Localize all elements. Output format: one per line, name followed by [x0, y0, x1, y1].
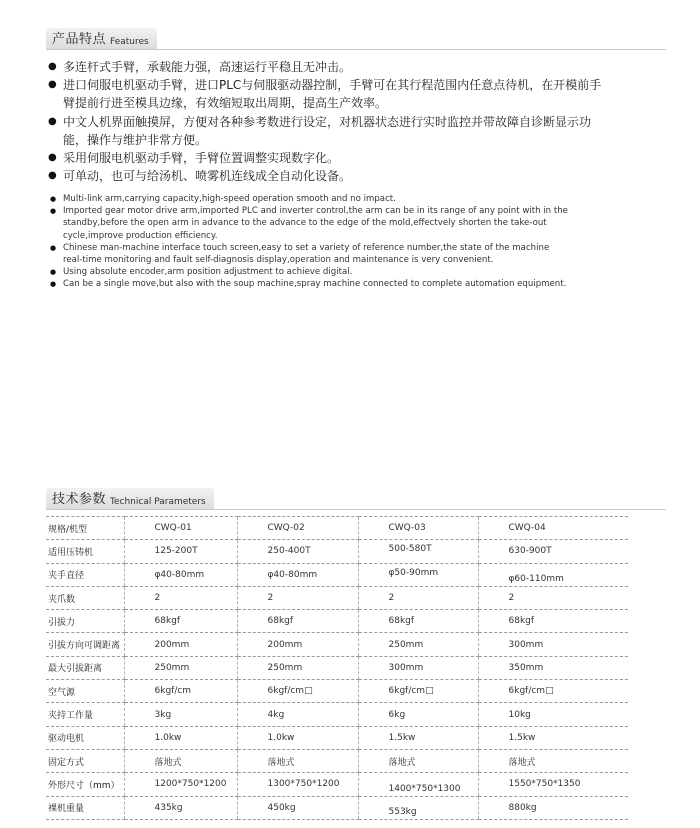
row-label: 夹持工作量: [46, 703, 124, 726]
cell-value: CWQ-02: [237, 517, 358, 540]
table-row: [46, 656, 628, 679]
cell-value: φ50-90mm: [358, 563, 478, 586]
cell-value: 1400*750*1300: [358, 773, 478, 796]
row-label: 引拔方向可调距离: [46, 633, 124, 656]
cell-value: 10kg: [478, 703, 628, 726]
parameters-title-zh: 技术参数: [52, 492, 107, 507]
cell-value: 6kgf/cm□: [358, 680, 478, 703]
row-label: 裸机重量: [46, 796, 124, 819]
cell-value: 880kg: [478, 796, 628, 819]
cell-value: 68kgf: [124, 610, 237, 633]
cell-value: 落地式: [124, 749, 237, 772]
features-title-zh: 产品特点: [52, 32, 107, 47]
row-label: 驱动电机: [46, 726, 124, 749]
features-list-zh: [48, 58, 608, 185]
cell-value: 68kgf: [478, 610, 628, 633]
parameters-divider: [46, 509, 666, 510]
cell-value: CWQ-03: [358, 517, 478, 540]
cell-value: φ40-80mm: [124, 563, 237, 586]
row-label: 规格/机型: [46, 517, 124, 540]
table-row: [46, 703, 628, 726]
cell-value: 1550*750*1350: [478, 773, 628, 796]
cell-value: 6kgf/cm: [124, 680, 237, 703]
cell-value: 2: [124, 586, 237, 609]
cell-value: 250mm: [358, 633, 478, 656]
features-section-header: [46, 28, 666, 50]
cell-value: 630-900T: [478, 540, 628, 563]
table-row: [46, 796, 628, 819]
feature-item-zh: ● 多连杆式手臂，承载能力强，高速运行平稳且无冲击。: [48, 58, 608, 76]
cell-value: 68kgf: [237, 610, 358, 633]
feature-item-zh: ● 进口伺服电机驱动手臂，进口PLC与伺服驱动器控制，手臂可在其行程范围内任意点待机，在开模前手臂提前行进至模具边缘，有效缩短取出周期，提高生产效率。: [48, 76, 608, 112]
cell-value: 200mm: [124, 633, 237, 656]
cell-value: 300mm: [358, 656, 478, 679]
cell-value: CWQ-01: [124, 517, 237, 540]
cell-value: 落地式: [478, 749, 628, 772]
cell-value: 1.0kw: [237, 726, 358, 749]
row-label: 引拔力: [46, 610, 124, 633]
row-label: 夹手直径: [46, 563, 124, 586]
cell-value: 68kgf: [358, 610, 478, 633]
feature-item-en: ● Can be a single move,but also with the soup machine,spray machine connected to complete automation equipment.: [50, 278, 570, 290]
cell-value: 1.0kw: [124, 726, 237, 749]
cell-value: 1200*750*1200: [124, 773, 237, 796]
table-row: [46, 680, 628, 703]
table-row: [46, 773, 628, 796]
cell-value: 2: [358, 586, 478, 609]
table-row: [46, 586, 628, 609]
cell-value: 落地式: [237, 749, 358, 772]
cell-value: 450kg: [237, 796, 358, 819]
table-row: [46, 749, 628, 772]
cell-value: 553kg: [358, 796, 478, 819]
cell-value: φ60-110mm: [478, 563, 628, 586]
feature-item-zh: ● 采用伺服电机驱动手臂，手臂位置调整实现数字化。: [48, 149, 608, 167]
cell-value: 1.5kw: [478, 726, 628, 749]
cell-value: 250-400T: [237, 540, 358, 563]
table-row: [46, 517, 628, 540]
feature-item-en: ● Imported gear motor drive arm,imported PLC and inverter control,the arm can be in its range of any point with in the standby,before the open arm in advance to the advance to the edge of the mold,effectvely shorten the take-out cycle,improve production efficiency.: [50, 205, 570, 242]
feature-item-en: ● Chinese man-machine interface touch screen,easy to set a variety of reference number,the state of the machine real-time monitoring and fault self-diagnosis display,operation and maintenance is very convenient.: [50, 242, 570, 266]
cell-value: 6kg: [358, 703, 478, 726]
row-label: 外形尺寸（mm）: [46, 773, 124, 796]
table-row: [46, 726, 628, 749]
cell-value: 3kg: [124, 703, 237, 726]
cell-value: 350mm: [478, 656, 628, 679]
parameters-tab: [46, 488, 214, 510]
cell-value: 250mm: [124, 656, 237, 679]
cell-value: 500-580T: [358, 540, 478, 563]
table-row: [46, 540, 628, 563]
row-label: 适用压铸机: [46, 540, 124, 563]
features-divider: [46, 49, 666, 50]
cell-value: CWQ-04: [478, 517, 628, 540]
cell-value: 1.5kw: [358, 726, 478, 749]
parameters-table: [46, 516, 628, 820]
feature-item-zh: ● 中文人机界面触摸屏，方便对各种参考数进行设定，对机器状态进行实时监控并带故障自诊断显示功能，操作与维护非常方便。: [48, 113, 608, 149]
row-label: 空气源: [46, 680, 124, 703]
features-title-en: Features: [110, 37, 149, 47]
table-row: [46, 563, 628, 586]
parameters-section-header: [46, 488, 666, 510]
row-label: 夹爪数: [46, 586, 124, 609]
cell-value: φ40-80mm: [237, 563, 358, 586]
cell-value: 6kgf/cm□: [478, 680, 628, 703]
table-row: [46, 633, 628, 656]
row-label: 固定方式: [46, 749, 124, 772]
features-list-en: [50, 193, 570, 291]
cell-value: 1300*750*1200: [237, 773, 358, 796]
cell-value: 435kg: [124, 796, 237, 819]
cell-value: 125-200T: [124, 540, 237, 563]
cell-value: 4kg: [237, 703, 358, 726]
cell-value: 200mm: [237, 633, 358, 656]
feature-item-zh: ● 可单动，也可与给汤机、喷雾机连线成全自动化设备。: [48, 167, 608, 185]
feature-item-en: ● Multi-link arm,carrying capacity,high-speed operation smooth and no impact.: [50, 193, 570, 205]
features-tab: [46, 28, 157, 50]
row-label: 最大引拔距离: [46, 656, 124, 679]
cell-value: 2: [478, 586, 628, 609]
cell-value: 2: [237, 586, 358, 609]
feature-item-en: ● Using absolute encoder,arm position adjustment to achieve digital.: [50, 266, 570, 278]
cell-value: 300mm: [478, 633, 628, 656]
cell-value: 落地式: [358, 749, 478, 772]
table-row: [46, 610, 628, 633]
cell-value: 6kgf/cm□: [237, 680, 358, 703]
parameters-title-en: Technical Parameters: [110, 497, 206, 507]
cell-value: 250mm: [237, 656, 358, 679]
